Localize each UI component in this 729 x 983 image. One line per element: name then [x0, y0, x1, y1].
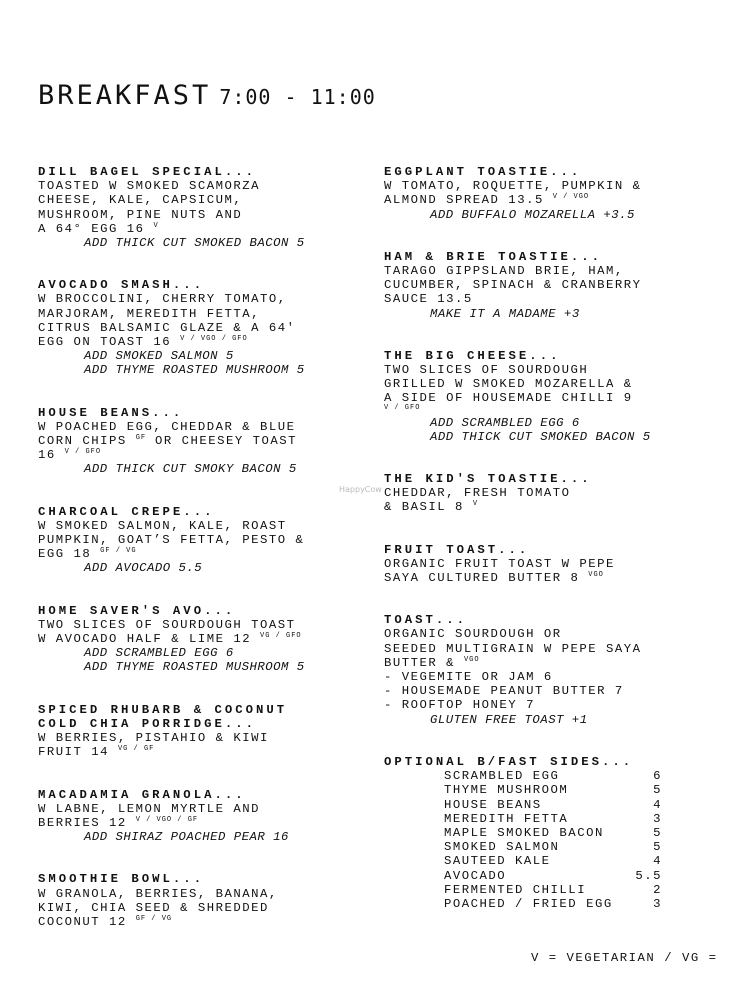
sides-title: OPTIONAL B/FAST SIDES...	[384, 754, 634, 769]
item-addon: ADD THICK CUT SMOKY BACON 5	[84, 462, 297, 477]
item-name: HAM & BRIE TOASTIE...	[384, 249, 602, 264]
menu-item	[38, 406, 348, 477]
item-addon: ADD THYME ROASTED MUSHROOM 5	[84, 660, 305, 675]
dietary-tag: GF	[135, 434, 147, 443]
menu-item	[384, 543, 684, 586]
item-description-line: W LABNE, LEMON MYRTLE AND	[38, 801, 260, 816]
menu-hours: 7:00 - 11:00	[219, 85, 376, 109]
menu-item	[38, 872, 348, 929]
item-description-line: W GRANOLA, BERRIES, BANANA,	[38, 886, 278, 901]
dietary-tag: V / VGO / GF	[135, 815, 199, 824]
side-price: 3	[653, 811, 662, 826]
item-description-line: ALMOND SPREAD 13.5 $^{V / VGO}$	[384, 193, 590, 208]
item-name: MACADAMIA GRANOLA...	[38, 787, 246, 802]
side-name: HOUSE BEANS	[444, 797, 542, 812]
item-name: THE BIG CHEESE...	[384, 348, 561, 363]
menu-item	[38, 788, 348, 845]
item-name: SMOOTHIE BOWL...	[38, 872, 205, 887]
dietary-tag: VG / GF	[117, 745, 155, 754]
menu-item	[384, 472, 684, 515]
side-name: THYME MUSHROOM	[444, 783, 569, 798]
side-item	[444, 897, 662, 911]
item-description-line: TWO SLICES OF SOURDOUGH TOAST	[38, 617, 296, 632]
item-name: HOME SAVER'S AVO...	[38, 603, 236, 618]
item-description-line: BUTTER & $^{VGO}$	[384, 655, 480, 670]
item-description-line: CORN CHIPS $^{GF}$ OR CHEESEY TOAST	[38, 434, 298, 449]
item-description-line: GRILLED W SMOKED MOZARELLA &	[384, 377, 633, 392]
item-description-line: TOASTED W SMOKED SCAMORZA	[38, 179, 260, 194]
item-description-line: CHEESE, KALE, CAPSICUM,	[38, 193, 243, 208]
item-description-line: TARAGO GIPPSLAND BRIE, HAM,	[384, 264, 624, 279]
side-price: 5	[653, 783, 662, 798]
item-addon: ADD SHIRAZ POACHED PEAR 16	[84, 830, 289, 845]
item-addon: ADD THYME ROASTED MUSHROOM 5	[84, 363, 305, 378]
side-item	[444, 826, 662, 840]
dietary-tag: V / VGO	[552, 193, 590, 202]
item-tag-line	[384, 403, 684, 416]
item-name: TOAST...	[384, 613, 468, 628]
side-item	[444, 869, 662, 883]
side-name: SMOKED SALMON	[444, 840, 560, 855]
dietary-tag: V / GFO	[64, 448, 102, 457]
item-description-line: TWO SLICES OF SOURDOUGH	[384, 363, 589, 378]
item-description-line: SEEDED MULTIGRAIN W PEPE SAYA	[384, 641, 642, 656]
item-name: CHARCOAL CREPE...	[38, 504, 215, 519]
dietary-tag: GF / VG	[100, 547, 137, 556]
side-item	[444, 769, 662, 783]
item-addon: MAKE IT A MADAME +3	[430, 306, 580, 321]
menu-item	[38, 165, 348, 250]
dietary-tag: GF / VG	[135, 914, 173, 923]
item-addon: ADD BUFFALO MOZARELLA +3.5	[430, 207, 635, 222]
item-description-line: SAYA CULTURED BUTTER 8 $^{VGO}$	[384, 571, 604, 586]
side-name: MAPLE SMOKED BACON	[444, 825, 604, 840]
menu-item	[384, 250, 684, 321]
item-description-line: KIWI, CHIA SEED & SHREDDED	[38, 900, 269, 915]
item-option-line: - ROOFTOP HONEY 7	[384, 698, 535, 713]
side-item	[444, 840, 662, 854]
item-addon: ADD SCRAMBLED EGG 6	[430, 415, 580, 430]
menu-item	[38, 703, 348, 760]
side-name: AVOCADO	[444, 868, 507, 883]
right-column	[384, 165, 684, 939]
dietary-tag: VGO	[463, 655, 480, 664]
item-description-line: MARJORAM, MEREDITH FETTA,	[38, 306, 260, 321]
item-description-line: SAUCE 13.5	[384, 292, 473, 307]
item-description-line: W SMOKED SALMON, KALE, ROAST	[38, 518, 287, 533]
side-price: 5	[653, 840, 662, 855]
menu-item	[384, 349, 684, 444]
menu-item	[38, 278, 348, 377]
item-description-line: CITRUS BALSAMIC GLAZE & A 64'	[38, 320, 296, 335]
dietary-tag: V	[153, 221, 159, 230]
side-item	[444, 812, 662, 826]
item-name: DILL BAGEL SPECIAL...	[38, 165, 256, 179]
item-addon: ADD THICK CUT SMOKED BACON 5	[84, 236, 305, 251]
side-item	[444, 798, 662, 812]
side-price: 3	[653, 896, 662, 911]
item-description-line: CHEDDAR, FRESH TOMATO	[384, 486, 571, 501]
side-name: POACHED / FRIED EGG	[444, 896, 613, 911]
side-name: MEREDITH FETTA	[444, 811, 569, 826]
item-name: HOUSE BEANS...	[38, 405, 184, 420]
side-item	[444, 883, 662, 897]
side-item	[444, 783, 662, 797]
item-description-line: EGG ON TOAST 16 $^{V / VGO / GFO}$	[38, 335, 248, 350]
left-column	[38, 165, 348, 957]
item-name: EGGPLANT TOASTIE...	[384, 165, 582, 179]
item-description-line: CUCUMBER, SPINACH & CRANBERRY	[384, 278, 642, 293]
item-description-line: W TOMATO, ROQUETTE, PUMPKIN &	[384, 179, 642, 194]
dietary-legend: V = VEGETARIAN / VG =	[531, 951, 718, 965]
item-description-line: MUSHROOM, PINE NUTS AND	[38, 207, 243, 222]
item-name: SPICED RHUBARB & COCONUT COLD CHIA PORRIDGE...	[38, 702, 288, 731]
side-name: FERMENTED CHILLI	[444, 882, 587, 897]
item-addon: ADD THICK CUT SMOKED BACON 5	[430, 429, 651, 444]
item-option-line: - VEGEMITE OR JAM 6	[384, 670, 553, 685]
item-description-line: COCONUT 12 $^{GF / VG}$	[38, 914, 173, 929]
sides-section	[384, 755, 684, 911]
item-description-line: W BERRIES, PISTAHIO & KIWI	[38, 731, 269, 746]
side-price: 5	[653, 825, 662, 840]
item-description-line: EGG 18 $^{GF / VG}$	[38, 547, 137, 562]
item-name: FRUIT TOAST...	[384, 542, 530, 557]
side-price: 6	[653, 769, 662, 784]
item-description-line: W AVOCADO HALF & LIME 12 $^{VG / GFO}$	[38, 632, 302, 647]
item-name: THE KID'S TOASTIE...	[384, 472, 592, 487]
sides-list	[384, 769, 684, 911]
side-price: 2	[653, 882, 662, 897]
item-addon: ADD AVOCADO 5.5	[84, 561, 203, 576]
item-addon: GLUTEN FREE TOAST +1	[430, 712, 588, 727]
item-description-line: & BASIL 8 $^V$	[384, 500, 479, 515]
item-addon: ADD SMOKED SALMON 5	[84, 349, 234, 364]
watermark: HappyCow	[339, 485, 382, 494]
side-name: SCRAMBLED EGG	[444, 769, 560, 784]
dietary-tag: V / VGO / GFO	[180, 335, 248, 344]
item-description-line: W POACHED EGG, CHEDDAR & BLUE	[38, 419, 296, 434]
item-description-line: ORGANIC SOURDOUGH OR	[384, 627, 562, 642]
menu-title-text: BREAKFAST	[38, 80, 212, 111]
item-description-line: BERRIES 12 $^{V / VGO / GF}$	[38, 815, 199, 830]
item-name: AVOCADO SMASH...	[38, 278, 205, 293]
item-description-line: PUMPKIN, GOAT’S FETTA, PESTO &	[38, 533, 305, 548]
item-description-line: A SIDE OF HOUSEMADE CHILLI 9	[384, 391, 633, 406]
item-description-line: 16 $^{V / GFO}$	[38, 448, 102, 463]
item-description-line: A 64° EGG 16 $^V$	[38, 221, 159, 236]
item-addon: ADD SCRAMBLED EGG 6	[84, 646, 234, 661]
side-price: 4	[653, 854, 662, 869]
menu-title	[38, 80, 376, 111]
menu-item	[38, 505, 348, 576]
dietary-tag: V / GFO	[384, 403, 421, 412]
side-price: 5.5	[635, 868, 662, 883]
menu-item	[384, 613, 684, 727]
menu-item	[384, 165, 684, 222]
menu-item	[38, 604, 348, 675]
item-description-line: FRUIT 14 $^{VG / GF}$	[38, 745, 155, 760]
dietary-tag: V	[472, 500, 479, 509]
item-option-line: - HOUSEMADE PEANUT BUTTER 7	[384, 684, 624, 699]
item-description-line: ORGANIC FRUIT TOAST W PEPE	[384, 556, 615, 571]
item-description-line: W BROCCOLINI, CHERRY TOMATO,	[38, 292, 287, 307]
dietary-tag: VGO	[588, 571, 604, 580]
side-name: SAUTEED KALE	[444, 854, 551, 869]
dietary-tag: VG / GFO	[260, 632, 302, 641]
side-price: 4	[653, 797, 662, 812]
side-item	[444, 854, 662, 868]
